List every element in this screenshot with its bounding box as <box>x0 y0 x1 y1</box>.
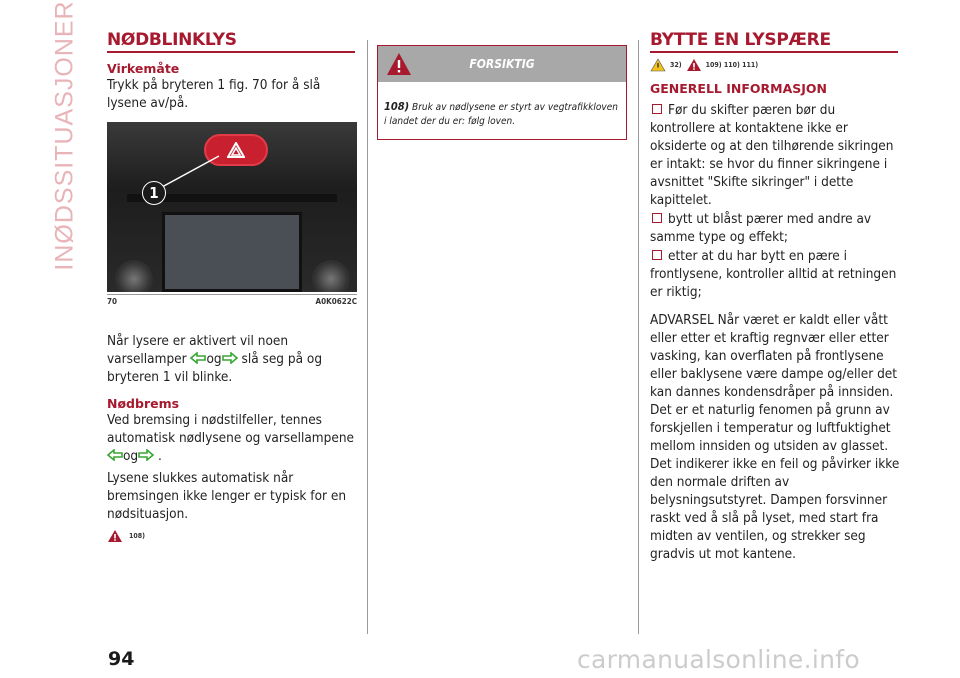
reference-a: 32) <box>670 61 682 69</box>
turn-left-indicator-icon <box>190 352 206 364</box>
infotainment-screen <box>162 212 302 292</box>
reference-b: 109) 110) 111) <box>705 61 759 69</box>
column-separator-1 <box>367 40 368 634</box>
turn-right-indicator-icon <box>222 352 238 364</box>
subtitle-operation: Virkemåte <box>107 61 180 76</box>
warning-reference <box>107 529 357 543</box>
column-caution <box>377 30 627 140</box>
caution-number: 108) <box>384 100 410 113</box>
paragraph-auto-off: Lysene slukkes automatisk når bremsingen ikke lenger er typisk for en nødsituasjon. <box>107 470 347 522</box>
warning-triangle-icon-ref <box>686 58 702 72</box>
bullet-text-3: etter at du har bytt en pære i frontlysene, kontroller alltid at retningen er riktig; <box>650 248 897 300</box>
p3-end: . <box>158 448 162 464</box>
section-title-bulb: BYTTE EN LYSPÆRE <box>650 30 898 53</box>
warning-triangle-icon <box>107 529 123 543</box>
p3-text-a: Ved bremsing i nødstilfeller, tennes automatisk nødlysene og varsellampene <box>107 412 354 446</box>
caution-header <box>378 46 626 82</box>
bullet-box-icon <box>652 213 662 223</box>
turn-right-indicator-icon-2 <box>138 449 154 461</box>
watermark: carmanualsonline.info <box>577 645 860 674</box>
list-item <box>650 246 900 301</box>
caution-text: Bruk av nødlysene er styrt av vegtrafikkloven i landet der du er: følg loven. <box>384 102 618 127</box>
column-hazard-lights <box>107 30 357 543</box>
caution-title: FORSIKTIG <box>469 57 535 71</box>
bullet-text-1: Før du skifter pæren bør du kontrollere at kontaktene ikke er oksiderte og at den tilhørende sikringen er intakt: se hvor du finner sikringene i avsnittet "Skifte sikringer" i dette kapittelet. <box>650 102 894 208</box>
bullet-list <box>650 100 900 301</box>
turn-left-indicator-icon-2 <box>107 449 123 461</box>
yellow-warning-triangle-icon <box>650 58 666 72</box>
subtitle-emergency-brake: Nødbrems <box>107 396 180 411</box>
paragraph-warning-condensation: ADVARSEL Når været er kaldt eller vått eller etter et kraftig regnvær eller etter vasking, kan overflaten på frontlysene eller baklysene være dampe og/eller det kan dannes kondensdråper på innsiden. Det er et naturlig fenomen på grunn av forskjellen i temperatur og luftfuktighet mellom innsiden og utsiden av glasset. Det indikerer ikke en feil og påvirker ikke den normale driften av belysningsutstyret. Dampen forsvinner raskt ved å slå på lyset, med start fra midten av ventilen, og strekker seg gradvis ut mot kantene. <box>650 312 900 562</box>
p2-og: og <box>206 351 222 367</box>
side-chapter-label <box>50 0 80 271</box>
list-item <box>650 100 900 209</box>
bullet-box-icon <box>652 250 662 260</box>
figure-caption <box>107 294 357 306</box>
warning-reference-number: 108) <box>129 532 146 540</box>
warning-triangle-icon-caution <box>386 52 412 76</box>
column-separator-2 <box>638 40 639 634</box>
left-knob <box>115 260 153 292</box>
figure-hazard-button <box>107 122 357 292</box>
side-chapter-text: INØDSSITUASJONER <box>50 0 79 271</box>
paragraph-activated <box>107 332 357 386</box>
page-number: 94 <box>108 648 135 670</box>
bullet-text-2: bytt ut blåst pærer med andre av samme type og effekt; <box>650 211 872 245</box>
figure-number: 70 <box>107 297 118 306</box>
callout-number: 1 <box>142 181 166 205</box>
list-item <box>650 209 900 246</box>
reference-row <box>650 58 900 72</box>
p3-og: og <box>123 448 139 464</box>
paragraph-emergency-brake <box>107 411 357 465</box>
p2-text-a: Når lysere er aktivert vil noen varsellamper <box>107 333 289 367</box>
section-title-hazard: NØDBLINKLYS <box>107 30 355 53</box>
figure-code: A0K0622C <box>315 297 357 306</box>
column-bulb-replacement <box>650 30 900 563</box>
paragraph-operation: Trykk på bryteren 1 fig. 70 for å slå lysene av/på. <box>107 77 321 111</box>
caution-body <box>378 82 626 139</box>
right-knob <box>312 260 350 292</box>
caution-box <box>377 45 627 140</box>
subtitle-general-info: GENERELL INFORMASJON <box>650 81 828 96</box>
p2-text-b: slå seg på og bryteren 1 vil blinke. <box>107 351 323 385</box>
bullet-box-icon <box>652 104 662 114</box>
